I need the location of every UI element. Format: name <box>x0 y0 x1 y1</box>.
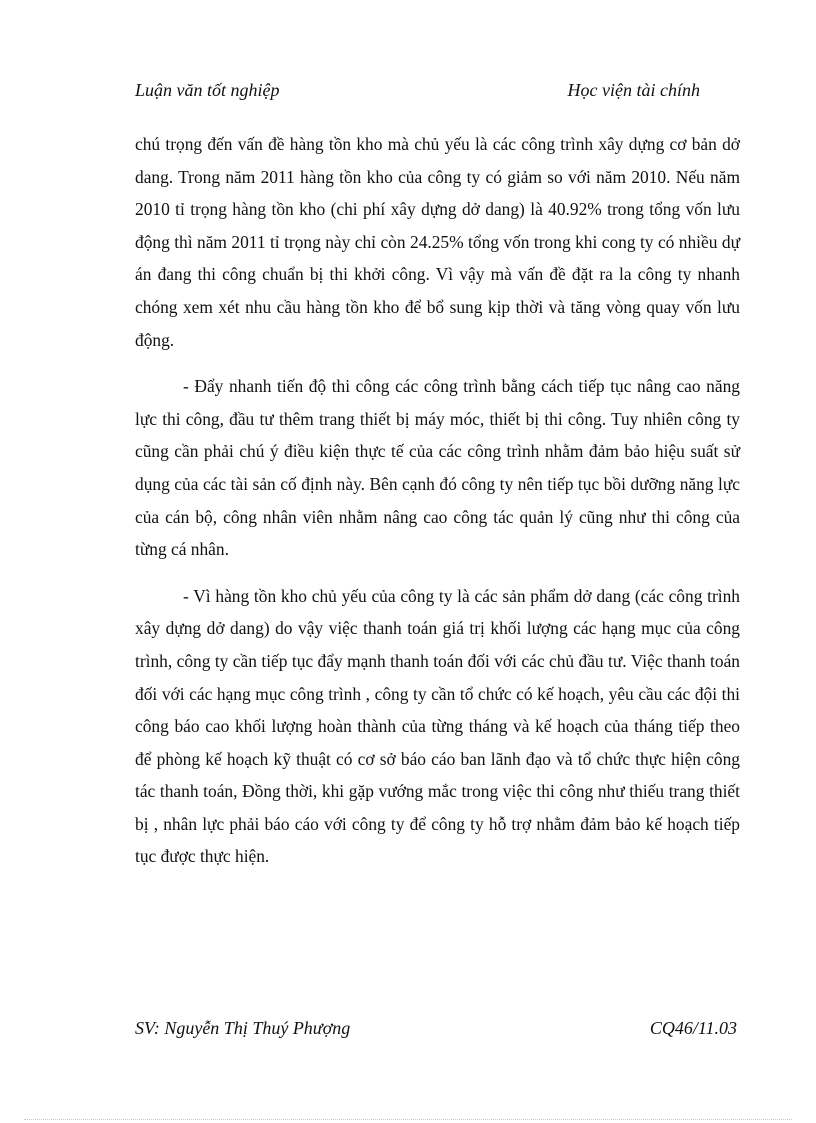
paragraph-payment: - Vì hàng tồn kho chủ yếu của công ty là các sản phẩm dở dang (các công trình xây dựng dở dang) do vậy việc thanh toán giá trị khối lượng các hạng mục của công trình, công ty cần tiếp tục đẩy mạnh thanh toán đối với các chủ đầu tư. Việc thanh toán đối với các hạng mục công trình , công ty cần tổ chức có kế hoạch, yêu cầu các đội thi công báo cao khối lượng hoàn thành của từng tháng và kế hoạch của tháng tiếp theo để phòng kế hoạch kỹ thuật có cơ sở báo cáo ban lãnh đạo và tổ chức thực hiện công tác thanh toán, Đồng thời, khi gặp vướng mắc trong việc thi công như thiếu trang thiết bị , nhân lực phải báo cáo với công ty để công ty hỗ trợ nhằm đảm bảo kế hoạch tiếp tục được thực hiện. <box>135 585 740 867</box>
paragraph-construction-progress: - Đẩy nhanh tiến độ thi công các công trình bằng cách tiếp tục nâng cao năng lực thi công, đầu tư thêm trang thiết bị máy móc, thiết bị thi công. Tuy nhiên công ty cũng cần phải chú ý điều kiện thực tế của các công trình nhằm đảm bảo hiệu suất sử dụng của các tài sản cố định này. Bên cạnh đó công ty nên tiếp tục bồi dưỡng năng lực của cán bộ, công nhân viên nhằm nâng cao công tác quản lý cũng như thi công của từng cá nhân. <box>135 376 740 560</box>
footer-class-code: CQ46/11.03 <box>649 1018 737 1038</box>
paragraph-inventory: chú trọng đến vấn đề hàng tồn kho mà chủ yếu là các công trình xây dựng cơ bản dở dang. Trong năm 2011 hàng tồn kho của công ty có giảm so với năm 2010. Nếu năm 2010 tỉ trọng hàng tồn kho (chi phí xây dựng dở dang) là 40.92% trong tổng vốn lưu động thì năm 2011 tỉ trọng này chỉ còn 24.25% tổng vốn trong khi cong ty có nhiều dự án đang thi công chuẩn bị thi khởi công. Vì vậy mà vấn đề đặt ra la công ty nhanh chóng xem xét nhu cầu hàng tồn kho để bổ sung kịp thời và tăng vòng quay vốn lưu động. <box>135 134 740 350</box>
document-body <box>135 128 740 887</box>
header-thesis-label: Luận văn tốt nghiệp <box>135 80 280 100</box>
header-institution-label: Học viện tài chính <box>567 80 700 100</box>
page-header <box>135 80 700 108</box>
footer-student-name: SV: Nguyễn Thị Thuý Phượng <box>135 1018 351 1038</box>
page-bottom-divider <box>24 1119 792 1120</box>
page-footer <box>135 1018 737 1046</box>
